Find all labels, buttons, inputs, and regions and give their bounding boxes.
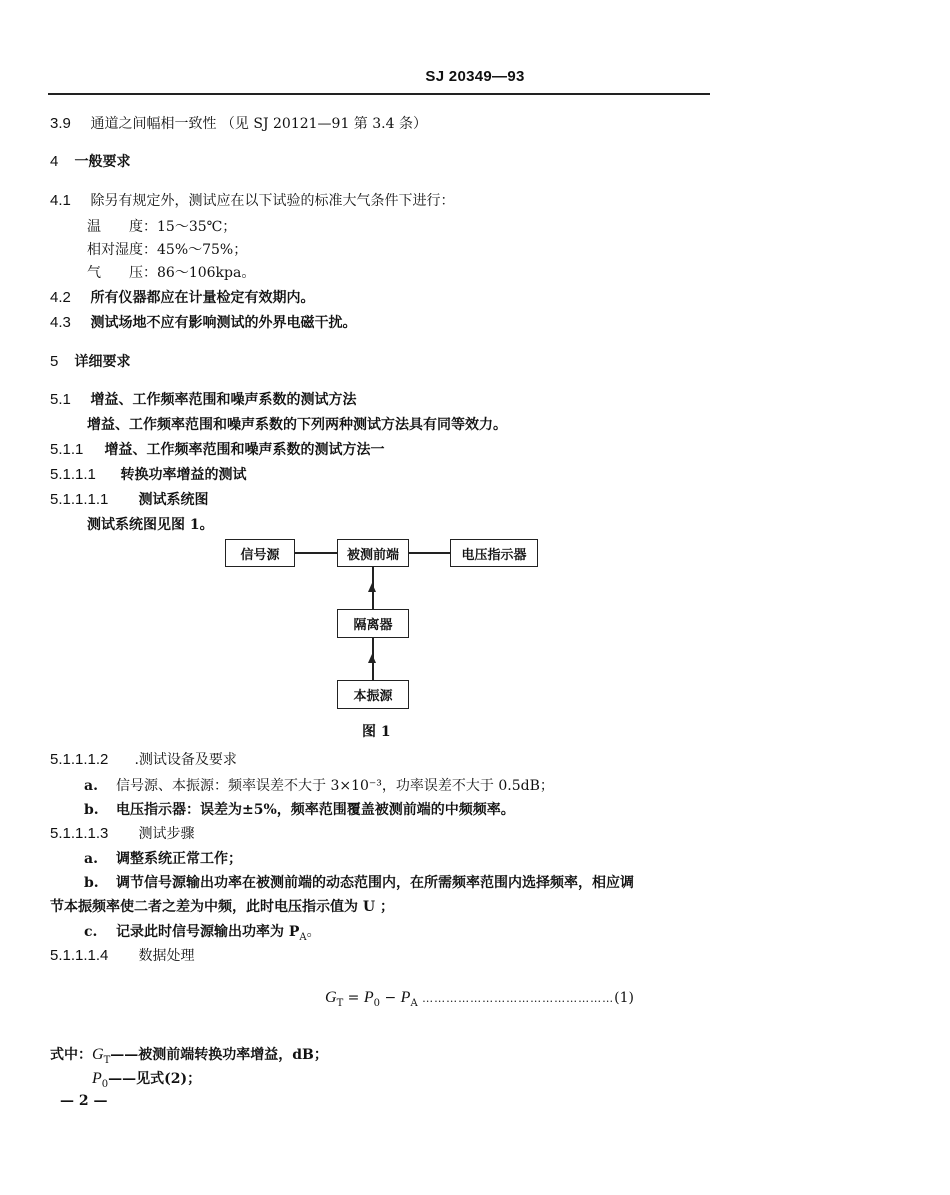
section-number: 5.1.1.1.2 — [50, 751, 109, 768]
condition-label: 气 压 — [87, 265, 143, 281]
condition-value: ：86～106kpa。 — [143, 265, 256, 281]
section-5-1-1-1-4 — [50, 945, 194, 965]
equation-1 — [325, 989, 634, 1009]
list-text: 调节信号源输出功率在被测前端的动态范围内，在所需频率范围内选择频率，相应调 — [116, 875, 634, 891]
section-5-1-1-1-1 — [50, 489, 208, 509]
box-voltage-indicator: 电压指示器 — [450, 539, 538, 567]
section-5-1-1-1-2 — [50, 749, 237, 769]
section-5 — [50, 351, 130, 371]
condition-label: 相对湿度 — [87, 242, 143, 258]
equation-symbol: P — [363, 989, 374, 1006]
where-line — [50, 1044, 328, 1066]
section-4-3 — [50, 312, 356, 332]
connector-line — [409, 552, 450, 554]
list-item — [84, 921, 321, 943]
list-item — [84, 775, 554, 795]
equation-symbol: G — [325, 989, 337, 1006]
section-5-1-1-1 — [50, 464, 246, 484]
condition-temperature — [87, 216, 236, 236]
section-number: 5.1.1.1.3 — [50, 825, 109, 842]
equation-subscript: A — [410, 997, 418, 1009]
connector-line — [295, 552, 338, 554]
list-text: 调整系统正常工作； — [116, 851, 242, 867]
where-intro: 式中： — [50, 1047, 92, 1063]
condition-label: 温 度 — [87, 219, 143, 235]
list-tail: 。 — [306, 924, 321, 940]
section-text: 测试场地不应有影响测试的外界电磁干扰。 — [90, 315, 357, 331]
section-title: 增益、工作频率范围和噪声系数的测试方法一 — [104, 442, 385, 458]
where-description: ——见式(2)； — [108, 1071, 202, 1087]
condition-humidity — [87, 239, 247, 259]
section-number: 4.1 — [50, 192, 71, 209]
equation-subscript: 0 — [373, 997, 381, 1009]
equation-subscript: 0 — [101, 1078, 109, 1090]
section-title: .测试设备及要求 — [134, 752, 237, 768]
list-item-continuation: 节本振频率使二者之差为中频，此时电压指示值为 U ； — [50, 899, 394, 915]
section-number: 5.1 — [50, 391, 71, 408]
list-text: 电压指示器：误差为±5%，频率范围覆盖被测前端的中频频率。 — [116, 802, 515, 818]
equation-subscript: T — [336, 997, 344, 1009]
section-5-1 — [50, 389, 356, 409]
where-description: ——被测前端转换功率增益，dB； — [110, 1047, 328, 1063]
section-number: 5.1.1 — [50, 441, 84, 458]
section-number: 3.9 — [50, 115, 71, 132]
figure-caption: 图 1 — [362, 724, 391, 740]
section-text: 除另有规定外，测试应在以下试验的标准大气条件下进行： — [90, 193, 455, 209]
list-item — [84, 799, 515, 819]
section-4 — [50, 151, 130, 171]
equation-symbol: P — [92, 1070, 102, 1087]
section-title: 一般要求 — [74, 154, 131, 170]
section-number: 4.2 — [50, 289, 71, 306]
equation-subscript: T — [103, 1054, 111, 1066]
section-5-1-1-1-1-body: 测试系统图见图 1。 — [87, 517, 214, 533]
section-number: 4.3 — [50, 314, 71, 331]
condition-value: ：15～35℃； — [143, 219, 237, 235]
section-title: 测试步骤 — [138, 826, 195, 842]
section-number: 5 — [50, 353, 59, 370]
section-title: 通道之间幅相一致性 （见 SJ 20121—91 第 3.4 条） — [90, 116, 427, 132]
equation-symbol: P — [400, 989, 411, 1006]
box-local-oscillator: 本振源 — [337, 680, 409, 709]
where-line — [92, 1068, 201, 1090]
equation-symbol: G — [92, 1046, 104, 1063]
subscript: A — [299, 931, 307, 943]
list-text: 记录此时信号源输出功率为 P — [116, 924, 300, 940]
section-3-9 — [50, 113, 427, 133]
equation-operator: − — [380, 990, 401, 1006]
arrow-up-icon — [368, 654, 376, 663]
list-item — [84, 848, 242, 868]
section-text: 所有仪器都应在计量检定有效期内。 — [90, 290, 315, 306]
equation-leader-dots: ………………………………………… — [422, 992, 615, 1005]
arrow-up-icon — [368, 583, 376, 592]
section-4-1 — [50, 190, 454, 210]
list-text: 信号源、本振源：频率误差不大于 3×10⁻³，功率误差不大于 0.5dB； — [116, 778, 554, 794]
section-title: 数据处理 — [138, 948, 195, 964]
box-signal-source: 信号源 — [225, 539, 295, 567]
section-title: 详细要求 — [74, 354, 131, 370]
section-4-2 — [50, 287, 314, 307]
page-number: — 2 — — [60, 1093, 108, 1109]
box-dut-front-end: 被测前端 — [337, 539, 409, 567]
list-marker: b. — [84, 875, 99, 891]
section-number: 5.1.1.1 — [50, 466, 96, 483]
equation-number: (1) — [614, 990, 634, 1006]
list-marker: b. — [84, 802, 99, 818]
section-number: 5.1.1.1.1 — [50, 491, 109, 508]
list-item — [84, 872, 634, 892]
section-title: 转换功率增益的测试 — [120, 467, 247, 483]
section-number: 4 — [50, 153, 59, 170]
condition-pressure — [87, 262, 255, 282]
section-5-1-1-1-3 — [50, 823, 194, 843]
section-title: 增益、工作频率范围和噪声系数的测试方法 — [90, 392, 357, 408]
header-rule — [48, 93, 710, 95]
document-header-id: SJ 20349—93 — [425, 68, 525, 85]
list-marker: c. — [84, 924, 98, 940]
section-title: 测试系统图 — [138, 492, 209, 508]
section-number: 5.1.1.1.4 — [50, 947, 109, 964]
section-5-1-body: 增益、工作频率范围和噪声系数的下列两种测试方法具有同等效力。 — [87, 417, 507, 433]
section-5-1-1 — [50, 439, 384, 459]
list-marker: a. — [84, 851, 98, 867]
list-marker: a. — [84, 778, 98, 794]
box-isolator: 隔离器 — [337, 609, 409, 638]
equation-operator: = — [343, 990, 364, 1006]
condition-value: ：45%～75%； — [143, 242, 248, 258]
